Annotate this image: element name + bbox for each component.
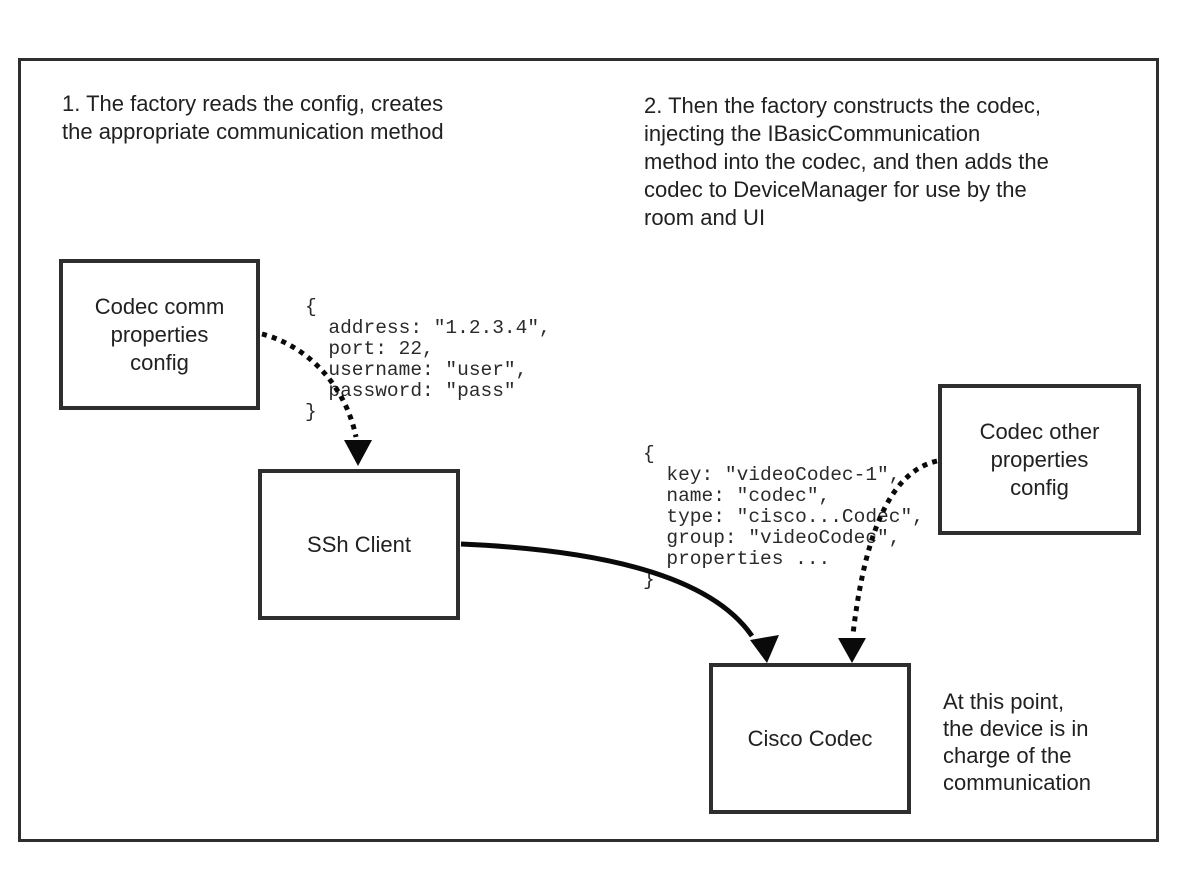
- code-snippet-comm-properties: { address: "1.2.3.4", port: 22, username: "user", password: "pass" }: [305, 296, 551, 423]
- note-endpoint: At this point, the device is in charge of the communication: [943, 689, 1091, 795]
- node-codec-comm-properties-config: [59, 259, 260, 410]
- node-cisco-codec-label: Cisco Codec: [747, 725, 873, 751]
- code-snippet-codec-properties: { key: "videoCodec-1", name: "codec", type: "cisco...Codec", group: "videoCodec", properties ... }: [643, 443, 924, 591]
- node-codec-other-properties-config-label: Codec other properties config: [979, 418, 1100, 500]
- node-codec-other-properties-config: [938, 384, 1141, 535]
- node-ssh-client: [258, 469, 460, 620]
- node-ssh-client-label: SSh Client: [307, 531, 411, 557]
- node-cisco-codec: [709, 663, 911, 814]
- node-codec-comm-properties-config-label: Codec comm properties config: [94, 293, 225, 375]
- note-step2: 2. Then the factory constructs the codec, injecting the IBasicCommunication method into the codec, and then adds the codec to DeviceManager for use by the room and UI: [644, 93, 1049, 230]
- note-step1: 1. The factory reads the config, creates the appropriate communication method: [62, 91, 444, 144]
